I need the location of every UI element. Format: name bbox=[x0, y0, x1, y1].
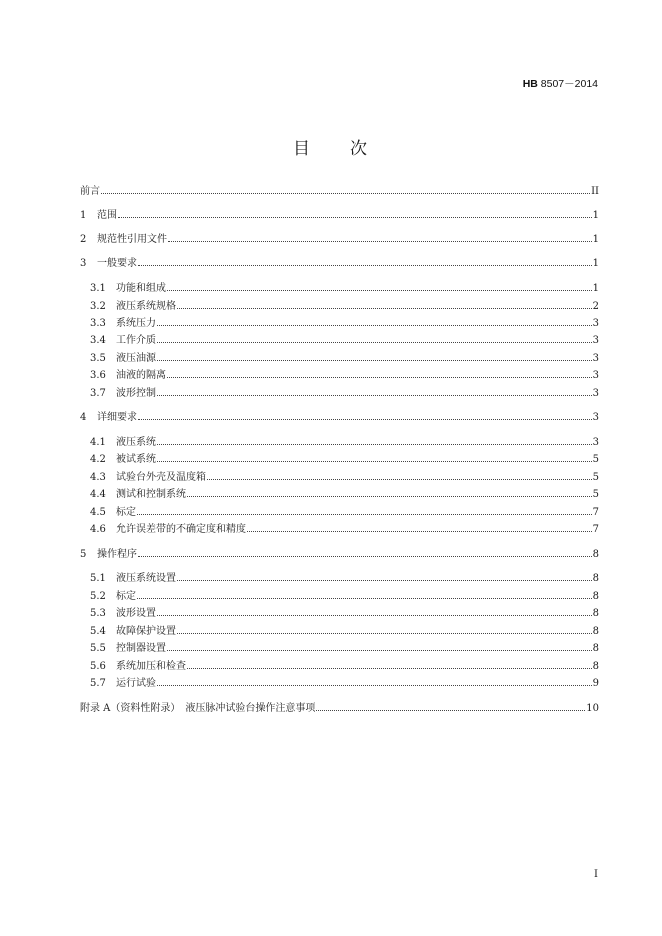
toc-entry[interactable] bbox=[80, 256, 599, 270]
toc-entry-page: II bbox=[591, 186, 599, 197]
toc-entry-label: 功能和组成 bbox=[116, 283, 166, 294]
toc-entry[interactable] bbox=[90, 452, 599, 466]
toc-leader-dots bbox=[157, 325, 592, 326]
toc-entry-label: 控制器设置 bbox=[116, 643, 166, 654]
toc-entry-number: 5.5 bbox=[90, 643, 106, 654]
toc-entry-page: 9 bbox=[592, 678, 599, 689]
toc-entry-label: 前言 bbox=[80, 186, 100, 197]
toc-leader-dots bbox=[177, 580, 592, 581]
standard-number: 8507－2014 bbox=[540, 78, 598, 90]
toc-leader-dots bbox=[138, 265, 592, 266]
toc-entry-page: 8 bbox=[592, 661, 599, 672]
toc-entry-label: 系统压力 bbox=[116, 318, 156, 329]
toc-entry-label: 液压系统设置 bbox=[116, 573, 176, 584]
toc-entry-page: 3 bbox=[592, 318, 599, 329]
toc-entry[interactable] bbox=[90, 606, 599, 620]
toc-entry-number: 4.6 bbox=[90, 524, 106, 535]
toc-entry-label: 详细要求 bbox=[97, 412, 137, 423]
toc-entry-number: 1 bbox=[80, 210, 87, 221]
toc-entry-label: 故障保护设置 bbox=[116, 626, 176, 637]
toc-entry-page: 5 bbox=[592, 454, 599, 465]
toc-entry-page: 3 bbox=[592, 370, 599, 381]
toc-leader-dots bbox=[187, 668, 592, 669]
toc-entry[interactable] bbox=[90, 386, 599, 400]
page-folio: I bbox=[594, 869, 598, 880]
toc-leader-dots bbox=[138, 419, 592, 420]
toc-entry-number: 5.7 bbox=[90, 678, 106, 689]
toc-entry-number: 4.2 bbox=[90, 454, 106, 465]
toc-entry-number: 5.4 bbox=[90, 626, 106, 637]
toc-leader-dots bbox=[157, 360, 592, 361]
toc-entry-number: 5.1 bbox=[90, 573, 106, 584]
toc-entry-page: 8 bbox=[592, 573, 599, 584]
toc-entry-label: 规范性引用文件 bbox=[97, 234, 167, 245]
toc-entry-label: 液压系统 bbox=[116, 437, 156, 448]
toc-entry-number: 5.3 bbox=[90, 608, 106, 619]
toc-entry-label: 测试和控制系统 bbox=[116, 489, 186, 500]
toc-entry-page: 3 bbox=[592, 388, 599, 399]
toc-leader-dots bbox=[167, 650, 592, 651]
toc-entry[interactable] bbox=[80, 701, 599, 715]
toc-entry-page: 5 bbox=[592, 472, 599, 483]
toc-entry[interactable] bbox=[90, 659, 599, 673]
toc-entry-page: 3 bbox=[592, 353, 599, 364]
toc-entry[interactable] bbox=[80, 232, 599, 246]
toc-entry-label: 油液的隔离 bbox=[116, 370, 166, 381]
toc-leader-dots bbox=[157, 342, 592, 343]
standard-prefix: HB bbox=[522, 78, 538, 90]
toc-entry-page: 1 bbox=[592, 234, 599, 245]
toc-entry-number: 3.4 bbox=[90, 335, 106, 346]
toc-entry-page: 3 bbox=[592, 437, 599, 448]
toc-entry-page: 1 bbox=[592, 210, 599, 221]
toc-entry-label: 工作介质 bbox=[116, 335, 156, 346]
toc-leader-dots bbox=[157, 461, 592, 462]
toc-entry[interactable] bbox=[90, 333, 599, 347]
toc-entry[interactable] bbox=[80, 208, 599, 222]
toc-entry[interactable] bbox=[90, 299, 599, 313]
toc-entry-number: 3.1 bbox=[90, 283, 106, 294]
toc-leader-dots bbox=[167, 290, 592, 291]
toc-leader-dots bbox=[167, 377, 592, 378]
toc-entry-label: 范围 bbox=[97, 210, 117, 221]
toc-entry[interactable] bbox=[90, 624, 599, 638]
toc-entry-number: 2 bbox=[80, 234, 87, 245]
toc-entry[interactable] bbox=[90, 316, 599, 330]
toc-leader-dots bbox=[157, 615, 592, 616]
toc-entry-number: 3.7 bbox=[90, 388, 106, 399]
toc-entry-page: 5 bbox=[592, 489, 599, 500]
toc-entry-number: 5.6 bbox=[90, 661, 106, 672]
toc-entry[interactable] bbox=[90, 351, 599, 365]
toc-entry[interactable] bbox=[90, 470, 599, 484]
toc-entry[interactable] bbox=[90, 281, 599, 295]
toc-entry-number: 3 bbox=[80, 258, 87, 269]
toc-entry[interactable] bbox=[90, 522, 599, 536]
toc-entry-label: 系统加压和检查 bbox=[116, 661, 186, 672]
toc-entry-number: 4.5 bbox=[90, 507, 106, 518]
toc-leader-dots bbox=[157, 395, 592, 396]
toc-entry-number: 4 bbox=[80, 412, 87, 423]
toc-entry-label: 操作程序 bbox=[97, 549, 137, 560]
toc-entry-label: 附录 A（资料性附录） 液压脉冲试验台操作注意事项 bbox=[80, 703, 316, 714]
toc-entry-label: 被试系统 bbox=[116, 454, 156, 465]
toc-entry-page: 8 bbox=[592, 608, 599, 619]
toc-leader-dots bbox=[177, 308, 592, 309]
toc-entry[interactable] bbox=[90, 589, 599, 603]
toc-entry[interactable] bbox=[90, 505, 599, 519]
toc-leader-dots bbox=[187, 496, 592, 497]
toc-entry-page: 3 bbox=[592, 335, 599, 346]
toc-entry-label: 运行试验 bbox=[116, 678, 156, 689]
toc-leader-dots bbox=[118, 217, 592, 218]
toc-entry-number: 5 bbox=[80, 549, 87, 560]
toc-entry-page: 8 bbox=[592, 549, 599, 560]
toc-entry-label: 试验台外壳及温度箱 bbox=[116, 472, 206, 483]
toc-leader-dots bbox=[101, 193, 590, 194]
toc-entry[interactable] bbox=[90, 435, 599, 449]
toc-entry[interactable] bbox=[90, 571, 599, 585]
page-title bbox=[0, 134, 662, 159]
toc-entry-label: 允许误差带的不确定度和精度 bbox=[116, 524, 246, 535]
toc-entry-label: 标定 bbox=[116, 591, 136, 602]
toc-leader-dots bbox=[157, 685, 592, 686]
toc-entry-label: 标定 bbox=[116, 507, 136, 518]
toc-entry[interactable] bbox=[90, 641, 599, 655]
toc-leader-dots bbox=[138, 556, 592, 557]
toc-entry-label: 波形控制 bbox=[116, 388, 156, 399]
toc-entry-number: 3.5 bbox=[90, 353, 106, 364]
toc-entry-number: 5.2 bbox=[90, 591, 106, 602]
toc-entry-label: 液压系统规格 bbox=[116, 301, 176, 312]
standard-code bbox=[523, 76, 598, 91]
toc-entry[interactable] bbox=[80, 547, 599, 561]
toc-entry-page: 8 bbox=[592, 643, 599, 654]
toc-entry-page: 3 bbox=[592, 412, 599, 423]
title-char-2: 次 bbox=[350, 139, 369, 159]
toc-leader-dots bbox=[137, 514, 592, 515]
toc-entry-label: 波形设置 bbox=[116, 608, 156, 619]
toc-entry[interactable] bbox=[90, 676, 599, 690]
toc-leader-dots bbox=[316, 710, 585, 711]
toc-leader-dots bbox=[137, 598, 592, 599]
toc-entry-label: 液压油源 bbox=[116, 353, 156, 364]
toc-leader-dots bbox=[157, 444, 592, 445]
toc-entry[interactable] bbox=[80, 410, 599, 424]
toc-entry-number: 4.4 bbox=[90, 489, 106, 500]
toc-entry[interactable] bbox=[80, 184, 599, 198]
toc-entry-number: 3.2 bbox=[90, 301, 106, 312]
toc-entry-number: 3.6 bbox=[90, 370, 106, 381]
toc-entry-page: 8 bbox=[592, 626, 599, 637]
toc-entry-label: 一般要求 bbox=[97, 258, 137, 269]
toc-entry-page: 1 bbox=[592, 283, 599, 294]
toc-leader-dots bbox=[177, 633, 592, 634]
toc-leader-dots bbox=[247, 531, 592, 532]
toc-entry[interactable] bbox=[90, 487, 599, 501]
toc-entry-page: 7 bbox=[592, 524, 599, 535]
toc-entry-page: 8 bbox=[592, 591, 599, 602]
toc-entry-number: 3.3 bbox=[90, 318, 106, 329]
title-char-1: 目 bbox=[293, 139, 312, 159]
toc-entry-page: 1 bbox=[592, 258, 599, 269]
toc-entry-page: 10 bbox=[586, 703, 599, 714]
toc-entry-number: 4.3 bbox=[90, 472, 106, 483]
toc-entry-page: 2 bbox=[592, 301, 599, 312]
toc-entry-number: 4.1 bbox=[90, 437, 106, 448]
toc-entry[interactable] bbox=[90, 368, 599, 382]
toc-leader-dots bbox=[207, 479, 592, 480]
toc-entry-page: 7 bbox=[592, 507, 599, 518]
toc-leader-dots bbox=[168, 241, 592, 242]
